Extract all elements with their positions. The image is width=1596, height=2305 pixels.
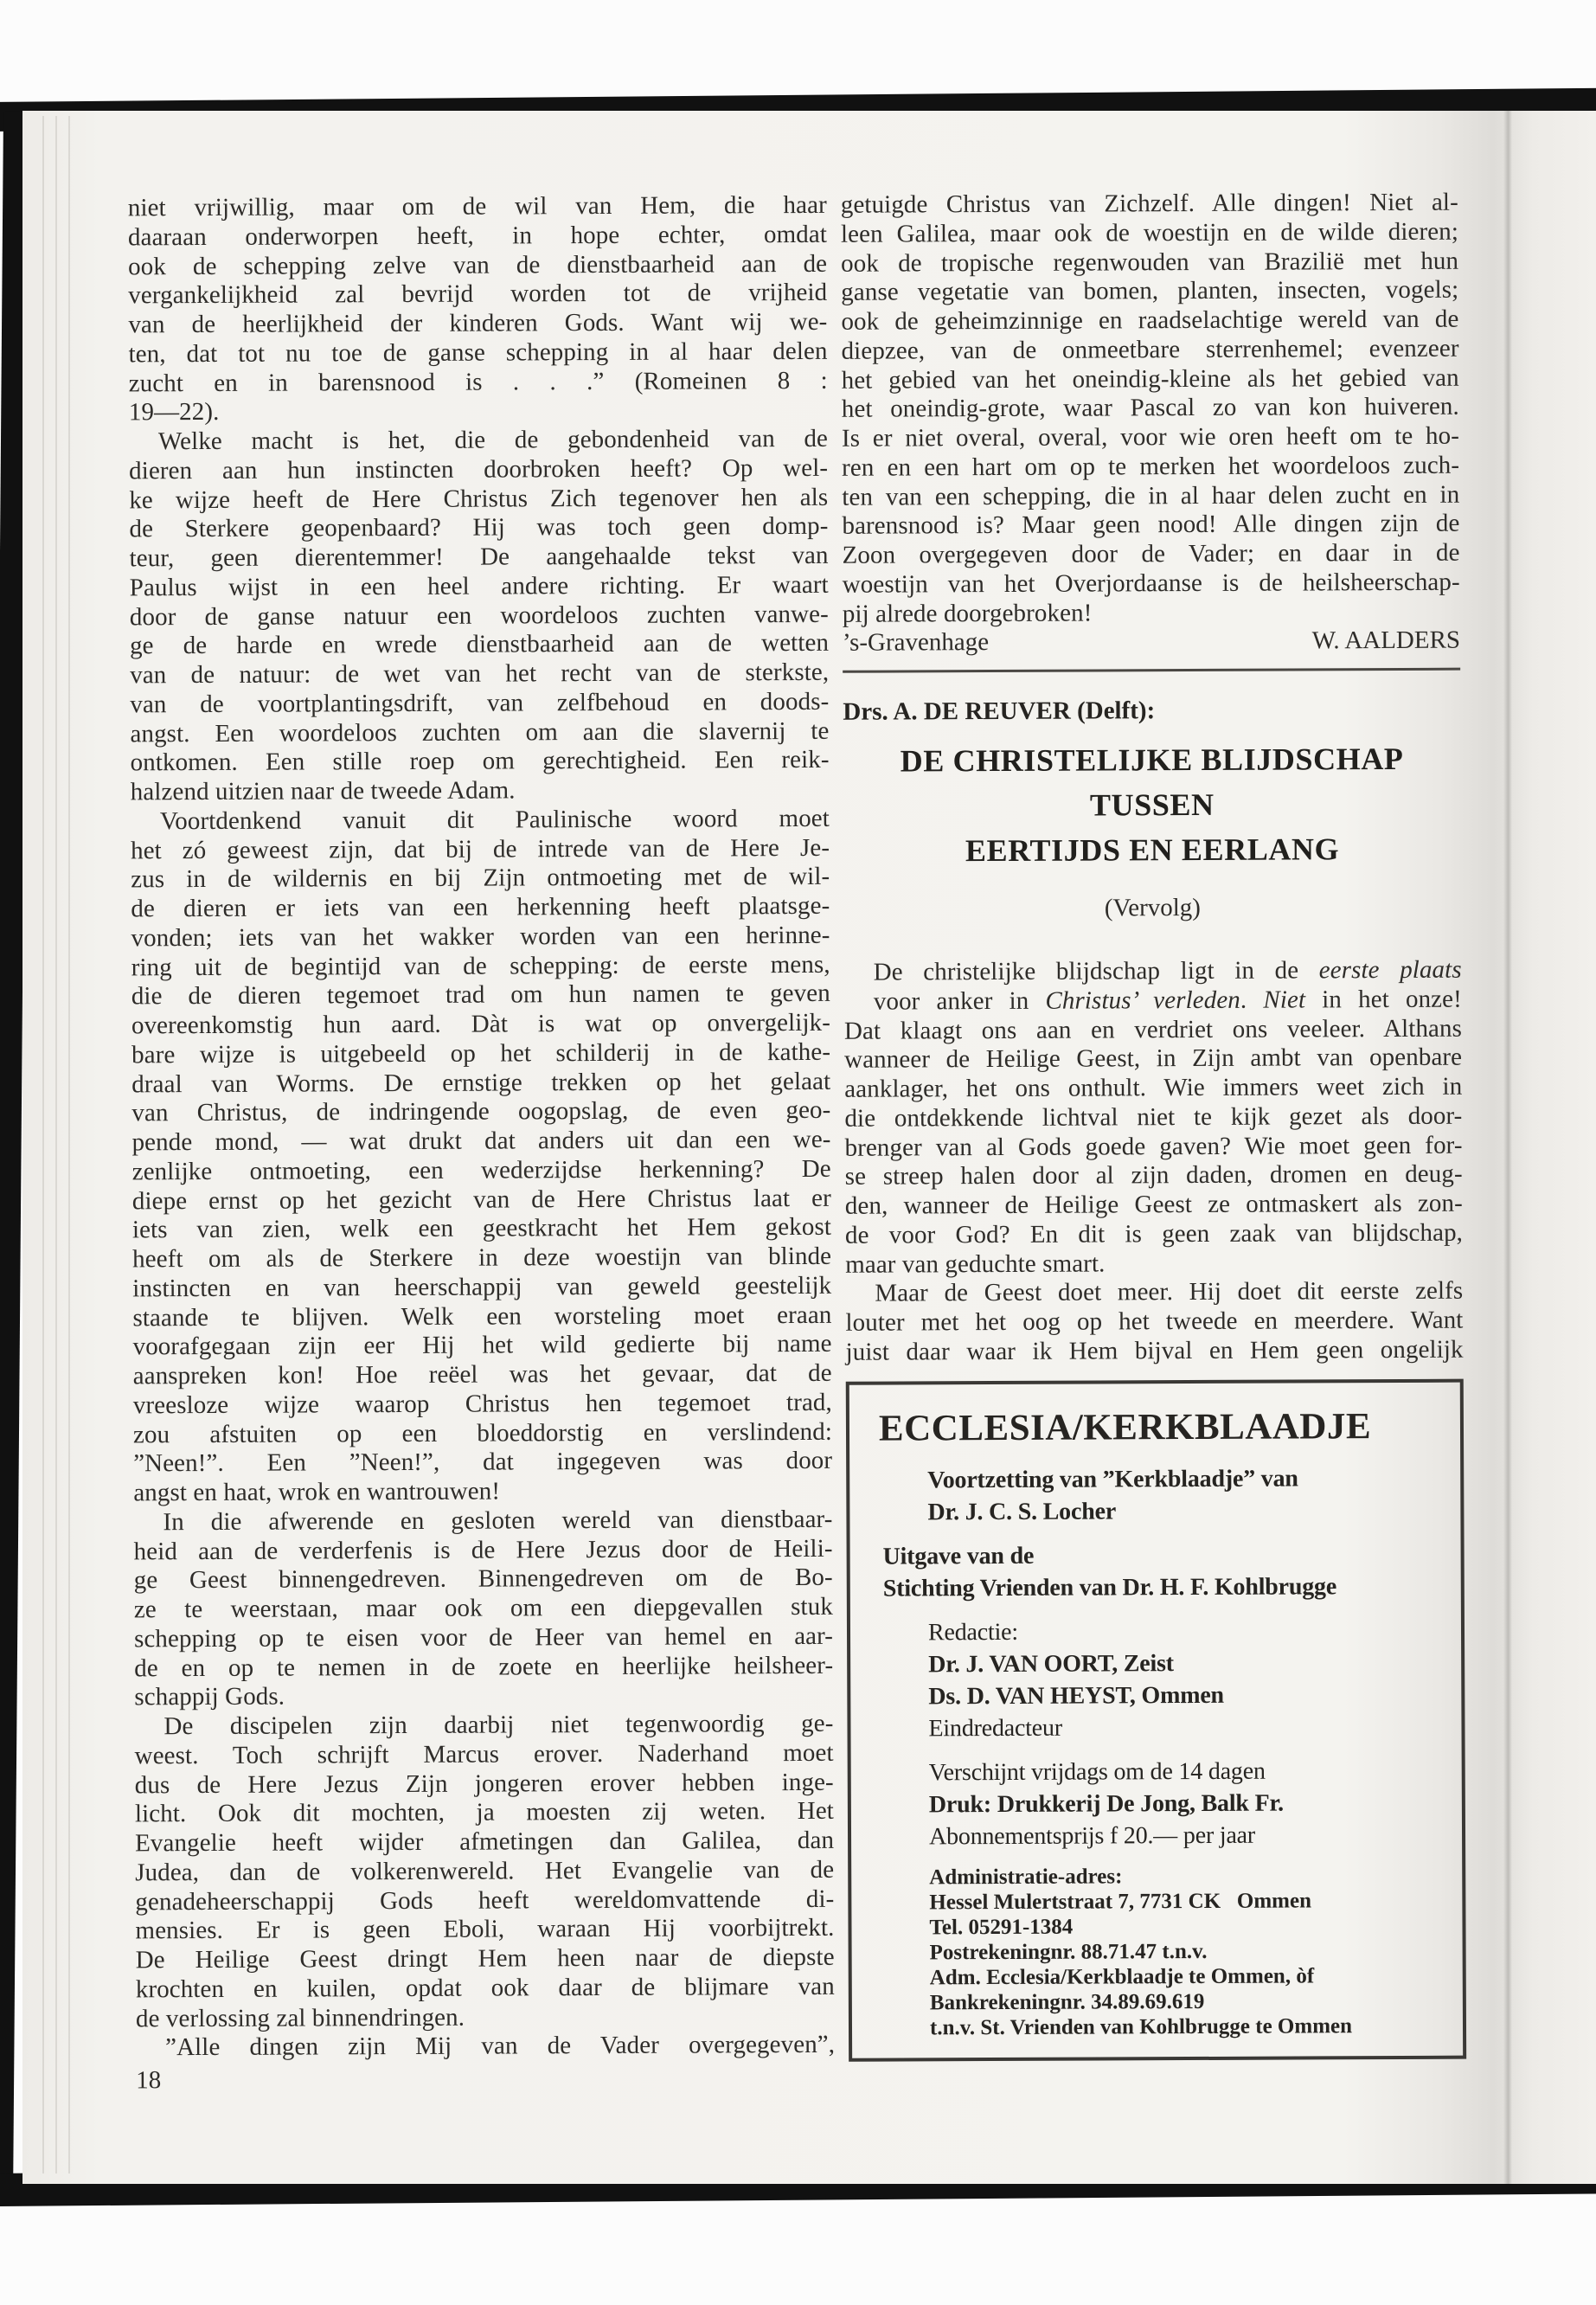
colophon-box — [846, 1378, 1466, 2061]
text-line: de dieren er iets van een herkenning heeft plaatsge- — [131, 891, 830, 923]
text-line: daaraan onderworpen heeft, in hope echter, omdat — [127, 220, 828, 252]
text-line: overeenkomstig hun aard. Dàt is wat op onvergelijk- — [131, 1008, 831, 1040]
text-line: de verlossing zal binnendringen. — [135, 2003, 465, 2032]
text-line: mensies. Er is geen Eboli, waraan Hij voorbijtrekt. — [135, 1914, 835, 1945]
text-line: ge de harde en wrede dienstbaarheid aan de wetten — [129, 629, 830, 660]
text-line: bare wijze is uitgebeeld op het schilderij in de kathe- — [131, 1037, 831, 1069]
text-line: pende mond, — wat drukt dat anders uit dan een we- — [131, 1125, 831, 1157]
text-line: de voor God? En dit is geen zaak van blijdschap, — [844, 1218, 1464, 1249]
text-line: het zó geweest zijn, dat bij de intrede van de Here Je- — [130, 833, 830, 864]
text-line: den, wanneer de Heilige Geest ze ontmaskert als zon- — [844, 1189, 1463, 1220]
colophon-line: Dr. J. C. S. Locher — [927, 1497, 1117, 1525]
text-line: zou afstuiten op een bloeddorstig en verslindend: — [132, 1417, 833, 1448]
text-line: juist daar waar ik Hem bijval en Hem geen ongelijk — [845, 1335, 1464, 1366]
page-number: 18 — [136, 2066, 162, 2095]
colophon-line: Stichting Vrienden van Dr. H. F. Kohlbrugge — [882, 1572, 1337, 1602]
text-line: aanspreken kon! Hoe reëel was het gevaar, dat de — [132, 1358, 832, 1390]
text-line: ”Neen!”. Een ”Neen!”, dat ingegeven was door — [133, 1447, 833, 1478]
text-line: zus in de wildernis en bij Zijn ontmoeting met de wil- — [131, 863, 830, 894]
text-line: door de ganse natuur een woordeloos zuchten vanwe- — [129, 600, 829, 631]
article-end-text — [841, 189, 1460, 629]
text-line: heid aan de verderfenis is de Here Jezus door de Heili- — [133, 1534, 833, 1565]
signature-place: ’s-Gravenhage — [842, 628, 990, 658]
text-line: ook de geheimzinnige en raadselachtige wereld van de — [841, 305, 1459, 336]
text-line: vreesloze wijze waarop Christus hen tegemoet trad, — [132, 1388, 832, 1420]
article-body-text — [844, 956, 1464, 1368]
text-line: woestijn van het Overjordaanse is de heilsheerschap- — [842, 568, 1460, 599]
text-line: niet vrijwillig, maar om de wil van Hem, die haar — [127, 190, 827, 222]
text-line: van de voortplantingsdrift, van zelfbehoud en doods- — [130, 687, 830, 719]
colophon-lines — [870, 1461, 1440, 2040]
text-line: zucht en in barensnood is . . .” (Romeinen 8 : — [128, 366, 828, 397]
text-line: Is er niet overal, overal, voor wie oren heeft om te ho- — [841, 421, 1460, 453]
text-line: de Sterkere geopenbaard? Hij was toch geen domp- — [129, 512, 829, 543]
text-line: De christelijke blijdschap ligt in de eerste plaats — [873, 955, 1462, 986]
text-line: De discipelen zijn daarbij niet tegenwoordig ge- — [163, 1709, 834, 1741]
text-line: vonden; iets van het wakker worden van een herinne- — [131, 921, 830, 953]
article-title-line: DE CHRISTELIJKE BLIJDSCHAP — [900, 741, 1404, 779]
text-line: ganse vegetatie van bomen, planten, insecten, vogels; — [841, 275, 1459, 307]
text-line: Dat klaagt ons aan en verdriet ons veeleer. Althans — [843, 1014, 1463, 1045]
text-line: ten, dat tot nu toe de ganse schepping in al haar delen — [128, 337, 828, 369]
text-line: ook de tropische regenwouden van Brazilië met hun — [841, 247, 1459, 278]
text-line: ten van een schepping, die in al haar delen zucht en in — [842, 480, 1460, 511]
text-line: louter met het oog op het tweede en meerdere. Want — [845, 1306, 1464, 1337]
text-line: het gebied van het oneindig-kleine als het gebied van — [841, 363, 1459, 395]
text-line: van Christus, de indringende oogopslag, de even geo- — [131, 1096, 831, 1127]
signature-author: W. AALDERS — [1311, 626, 1461, 655]
text-line: die de dieren tegemoet trad om hun namen te geven — [131, 979, 830, 1011]
article-title-line: EERTIJDS EN EERLANG — [965, 831, 1340, 869]
text-line: Evangelie heeft wijder afmetingen dan Galilea, dan — [134, 1826, 835, 1858]
text-line: diepe ernst op het gezicht van de Here Christus laat er — [131, 1184, 831, 1215]
text-line: iets van zien, welk een geestkracht het Hem gekost — [131, 1213, 832, 1244]
text-line: van de natuur: de wet van het recht van de sterkste, — [130, 658, 830, 690]
text-line: Judea, dan de volkerenwereld. Het Evangelie van de — [135, 1855, 835, 1887]
article-signature — [843, 626, 1460, 658]
text-line: 19—22). — [128, 398, 220, 427]
colophon-line: Bankrekeningnr. 34.89.69.619 — [929, 1989, 1205, 2014]
text-line: ze te weerstaan, maar ook om een diepgevallen stuk — [133, 1592, 833, 1624]
text-line: Welke macht is het, die de gebondenheid van de — [157, 424, 829, 456]
text-line: staande te blijven. Welk een worsteling moet eraan — [132, 1300, 832, 1332]
text-line: zenlijke ontmoeting, een wederzijdse herkenning? De — [131, 1154, 831, 1186]
text-line: schepping op te eisen voor de Heer van hemel en aar- — [133, 1621, 834, 1653]
text-line: barensnood is? Maar geen nood! Alle dingen zijn de — [842, 509, 1460, 541]
colophon-line: Ds. D. VAN HEYST, Ommen — [928, 1681, 1224, 1710]
colophon-title: ECCLESIA/KERKBLAADJE — [878, 1405, 1372, 1449]
text-line: van de heerlijkheid der kinderen Gods. Want wij we- — [128, 307, 828, 339]
colophon-line: Dr. J. VAN OORT, Zeist — [928, 1649, 1174, 1678]
colophon-line: Voortzetting van ”Kerkblaadje” van — [927, 1464, 1298, 1493]
colophon-line: Druk: Drukkerij De Jong, Balk Fr. — [928, 1789, 1285, 1818]
article-subtitle: (Vervolg) — [1104, 893, 1201, 922]
text-line: voorafgegaan zijn eer Hij het wild gedierte bij name — [132, 1330, 832, 1361]
colophon-line: Uitgave van de — [882, 1542, 1035, 1570]
text-line: schappij Gods. — [134, 1682, 285, 1711]
article-byline: Drs. A. DE REUVER (Delft): — [843, 697, 1156, 726]
text-line: angst. Een woordeloos zuchten om aan die slavernij te — [130, 716, 830, 748]
article-title — [843, 736, 1462, 874]
text-line: De Heilige Geest dringt Hem heen naar de diepste — [135, 1942, 835, 1974]
text-line: halzend uitzien naar de tweede Adam. — [130, 776, 516, 806]
text-line: brenger van al Gods goede gaven? Wie moet geen for- — [844, 1131, 1463, 1162]
text-line: instincten en van heerschappij van geweld geestelijk — [132, 1271, 832, 1303]
text-line: draal van Worms. De ernstige trekken op het gelaat — [131, 1067, 831, 1098]
text-line: ontkomen. Een stille roep om gerechtigheid. Een reik- — [130, 746, 830, 777]
text-line: aanklager, het ons onthult. Wie immers weet zich in — [844, 1072, 1463, 1103]
text-line: se streep halen door al zijn daden, dromen en deug- — [844, 1159, 1463, 1191]
text-line: licht. Ook dit mochten, ja moesten zij weten. Het — [134, 1797, 834, 1828]
left-column-text — [128, 191, 835, 2064]
colophon-line: Hessel Mulertstraat 7, 7731 CK Ommen — [929, 1888, 1312, 1914]
text-line: vergankelijkheid zal bevrijd worden tot de vrijheid — [128, 279, 828, 310]
colophon-line: t.n.v. St. Vrienden van Kohlbrugge te Ommen — [929, 2013, 1353, 2039]
text-line: weest. Toch schrijft Marcus erover. Naderhand moet — [134, 1738, 834, 1770]
article-title-line: TUSSEN — [1089, 787, 1215, 823]
colophon-line: Adm. Ecclesia/Kerkblaadje te Ommen, òf — [929, 1963, 1315, 1989]
left-column — [128, 191, 836, 2096]
text-line: ook de schepping zelve van de dienstbaarheid aan de — [128, 249, 828, 280]
colophon-line: Tel. 05291-1384 — [929, 1915, 1074, 1939]
text-line: Voortdenkend vanuit dit Paulinische woord moet — [159, 804, 830, 835]
text-line: getuigde Christus van Zichzelf. Alle dingen! Niet al- — [840, 188, 1458, 219]
text-line: teur, geen dierentemmer! De aangehaalde tekst van — [129, 541, 829, 573]
text-line: pij alrede doorgebroken! — [842, 599, 1093, 628]
colophon-line: Administratie-adres: — [929, 1864, 1123, 1889]
colophon-line: Verschijnt vrijdags om de 14 dagen — [928, 1757, 1266, 1786]
text-line: angst en haat, wrok en wantrouwen! — [133, 1477, 501, 1507]
text-line: maar van geduchte smart. — [845, 1249, 1106, 1279]
text-line: ren en een hart om op te merken het woordeloos zuch- — [842, 451, 1460, 482]
text-line: genadeheerschappij Gods heeft wereldomvattende di- — [135, 1884, 835, 1916]
text-line: dus de Here Jezus Zijn jongeren erover hebben inge- — [134, 1768, 834, 1799]
text-line: voor anker in Christus’ verleden. Niet in het onze! — [873, 985, 1462, 1016]
colophon-line: Redactie: — [927, 1618, 1019, 1646]
text-line: heeft om als de Sterkere in deze woestijn van blinde — [132, 1242, 832, 1274]
text-line: het oneindig-grote, waar Pascal zo van kon huiveren. — [841, 392, 1459, 424]
colophon-line: Eindredacteur — [928, 1714, 1062, 1742]
text-line: Paulus wijst in een heel andere richting. Er waart — [129, 570, 829, 602]
text-line: ke wijze heeft de Here Christus Zich tegenover hen als — [129, 483, 829, 514]
text-line: Zoon overgegeven door de Vader; en daar in de — [842, 538, 1460, 569]
text-line: de en op te nemen in de zoete en heerlijke heilsheer- — [134, 1651, 834, 1682]
text-line: krochten en kuilen, opdat ook daar de blijmare van — [135, 1972, 835, 2004]
text-line: In die afwerende en gesloten wereld van dienstbaar- — [163, 1505, 833, 1536]
text-line: Maar de Geest doet meer. Hij doet dit eerste zelfs — [875, 1276, 1464, 1307]
right-column — [841, 189, 1466, 2062]
colophon-line: Abonnementsprijs f 20.— per jaar — [928, 1821, 1256, 1850]
colophon-line: Postrekeningnr. 88.71.47 t.n.v. — [929, 1939, 1208, 1964]
text-line: wanneer de Heilige Geest, in Zijn ambt van openbare — [844, 1043, 1463, 1075]
text-line: ”Alle dingen zijn Mij van de Vader overgegeven”, — [165, 2031, 836, 2062]
text-line: dieren aan hun instincten doorbroken heeft? Op wel- — [129, 453, 829, 485]
section-divider — [843, 668, 1460, 673]
text-line: die ontdekkende lichtval niet te kijk gezet als door- — [844, 1101, 1463, 1133]
text-line: leen Galilea, maar ook de woestijn en de wilde dieren; — [840, 217, 1459, 248]
text-line: ge Geest binnengedreven. Binnengedreven om de Bo- — [133, 1563, 833, 1595]
text-line: ring uit de begintijd van de schepping: de eerste mens, — [131, 950, 830, 981]
text-line: diepzee, van de onmeetbare sterrenhemel; evenzeer — [841, 334, 1459, 365]
